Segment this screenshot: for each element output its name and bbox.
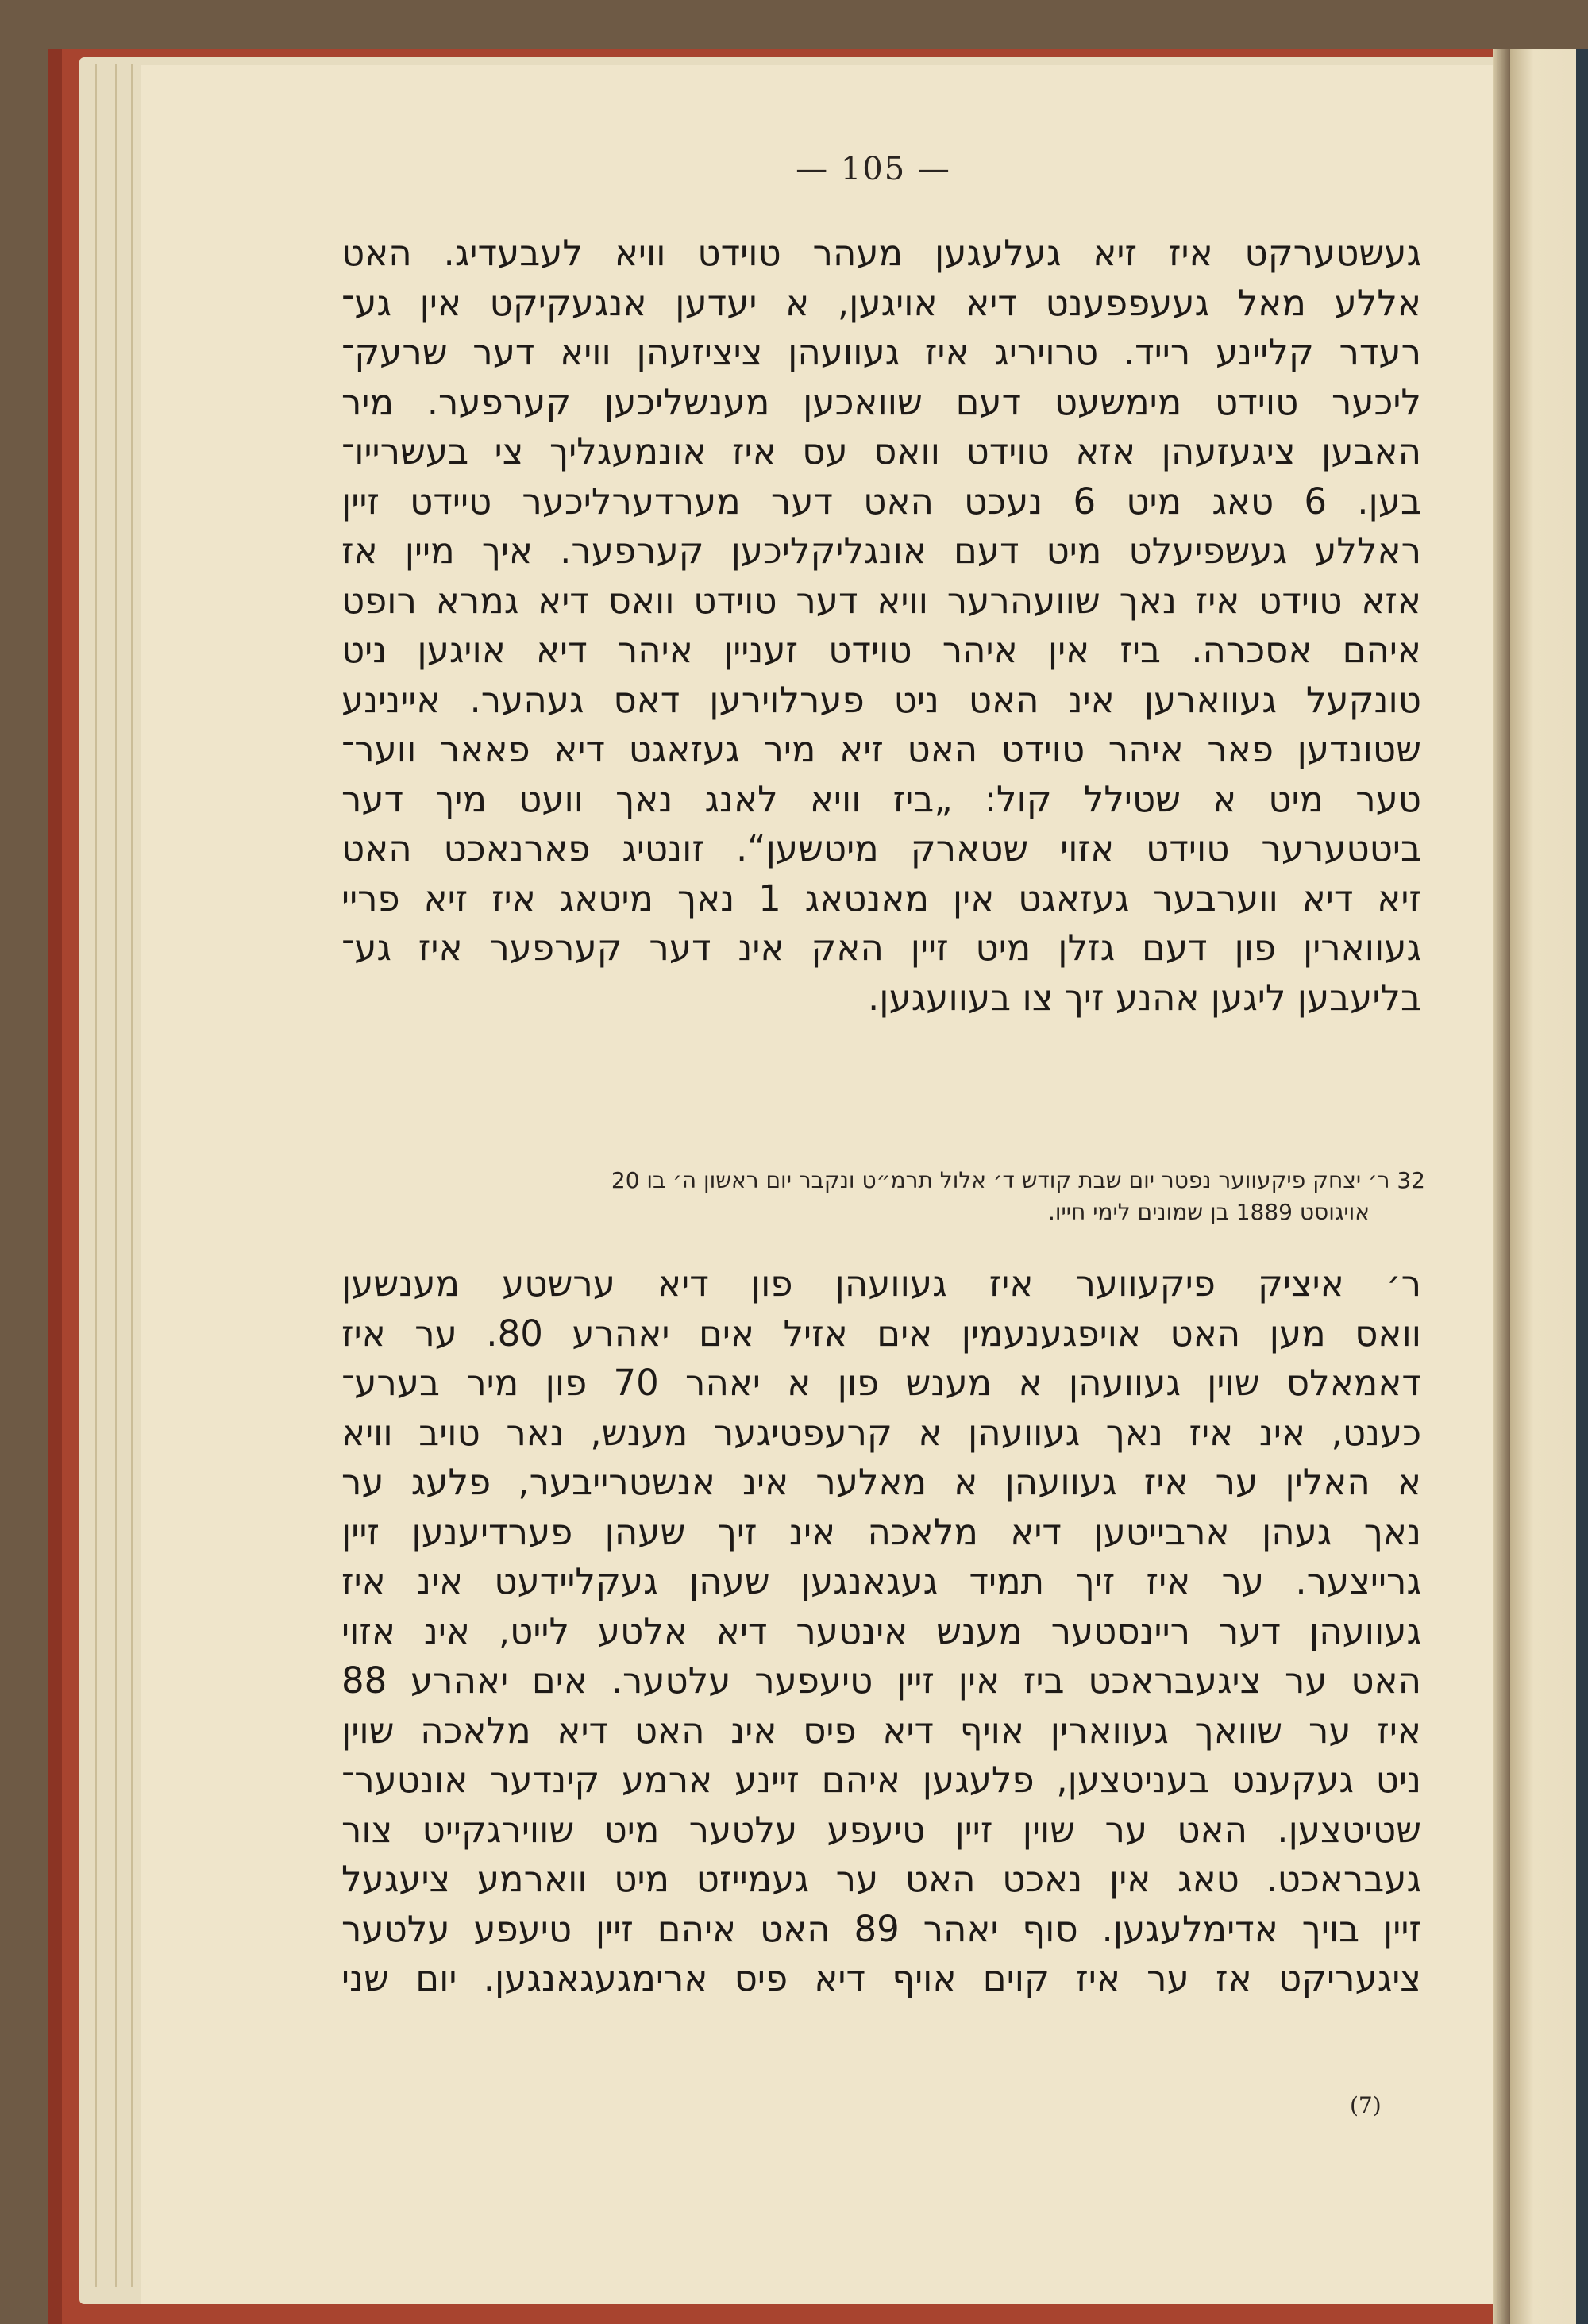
text-line: ראללע געשפיעלט מיט דעם אונגליקליכען קערפער. איך מיין אז: [341, 530, 1421, 572]
text-line: אללע מאל געעפפענט דיא אויגען, א יעדען אנגעקיקט אין גע־: [341, 281, 1421, 324]
text-line: איהם אסכרה. ביז אין איהר טוידט זעניין איהר דיא אויגען ניט: [341, 629, 1421, 671]
page-edge-line: [95, 64, 97, 2287]
paragraph-2: [341, 1259, 1421, 2004]
book-gutter: [1493, 49, 1510, 2324]
text-line: האבען ציגעזעהן אזא טוידט וואס עס איז אונמעגליך צי בעשרייו־: [341, 430, 1421, 472]
text-line: געווארין פון דעם גזלן מיט זיין האק אינ דער קערפער איז גע־: [341, 927, 1421, 969]
signature-mark: (7): [1350, 2092, 1382, 2118]
text-line: שטונדען פאר איהר טוידט האט זיא מיר געזאגט דיא פאאר ווער־: [341, 728, 1421, 770]
text-line: כענט, אינ איז נאך געוועהן א קרעפטיגער מענש, נאר טויב וויא: [341, 1411, 1421, 1454]
text-line: נאך געהן ארבייטען דיא מלאכה אינ זיך שעהן פערדיענען זיין: [341, 1510, 1421, 1553]
text-line: בליעבען ליגען אהנע זיך צו בעוועגען.: [868, 976, 1421, 1019]
text-line: זיא דיא ווערבער געזאגט אין מאנטאג 1 נאך מיטאג איז זיא פריי: [341, 877, 1421, 919]
facing-cover-edge: [1576, 49, 1588, 2324]
text-line: טער מיט א שטילל קול: „ביז וויא לאנג נאך וועט מיך דער: [341, 777, 1421, 820]
text-line: געבראכט. טאג אין נאכט האט ער געמייזט מיט ווארמע ציעגעל: [341, 1858, 1421, 1900]
text-line: ר׳ איציק פיקעווער איז געוועהן פון דיא ערשטע מענשען: [341, 1262, 1421, 1305]
book-cover-edge: [48, 49, 62, 2324]
text-line: געוועהן דער ריינסטער מענש אינטער דיא אלטע לייט, אינ אזוי: [341, 1609, 1421, 1652]
text-line: בען. 6 טאג מיט 6 נעכט האט דער מערדערליכער טיידט זיין: [341, 480, 1422, 522]
text-line: א האלין ער איז געוועהן א מאלער אינ אנשטרייבער, פלעג ער: [341, 1461, 1421, 1503]
footnote-line: 32 ר׳ יצחק פיקעווער נפטר יום שבת קודש ד׳ אלול תרמ״ט ונקבר יום ראשון ה׳ בו 20: [611, 1167, 1425, 1193]
page-number: — 105 —: [796, 151, 951, 187]
text-line: גרייצער. ער איז זיך תמיד געגאנגען שעהן געקליידעט אינ איז: [341, 1560, 1421, 1602]
page-edge-line: [115, 64, 117, 2287]
text-line: טונקעל געווארען אינ האט ניט פערלוירען דאס געהער. איינינע: [341, 678, 1421, 721]
text-line: ציגעריקט אז ער איז קוים אויף דיא פיס ארימגעגאנגען. יום שני: [341, 1957, 1421, 1999]
text-line: האט ער ציגעבראכט ביז אין זיין טיעפער עלטער. אים יאהרע 88: [341, 1659, 1421, 1702]
text-line: רעדר קליינע רייד. טרויריג איז געוועהן ציציזעהן וויא דער שרעק־: [341, 331, 1421, 373]
page-edge-line: [131, 64, 133, 2287]
text-line: ניט געקענט בעניטצען, פלעגען איהם זיינע ארמע קינדער אונטער־: [341, 1759, 1421, 1801]
text-line: דאמאלס שוין געוועהן א מענש פון א יאהר 70 פון מיר בערע־: [341, 1362, 1421, 1404]
paragraph-1: [341, 229, 1421, 1023]
text-line: וואס מען האט אויפגענעמין אים אזיל אים יאהרע 80. ער איז: [341, 1312, 1421, 1355]
text-line: שטיטצען. האט ער שוין זיין טיעפע עלטער מיט שווירגקייט צור: [341, 1808, 1421, 1851]
text-line: געשטערקט איז זיא געלעגען מעהר טוידט וויא לעבעדיג. האט: [341, 232, 1421, 274]
text-line: איז ער שוואך געווארין אויף דיא פיס אינ האט דיא מלאכה שוין: [341, 1709, 1421, 1752]
footnote: [353, 1165, 1425, 1228]
text-line: ליכער טוידט מימשעט דעם שוואכען מענשליכען קערפער. מיר: [341, 380, 1421, 423]
text-line: אזא טוידט איז נאך שוועהרער וויא דער טוידט וואס דיא גמרא רופט: [341, 579, 1421, 622]
footnote-line: אויגוסט 1889 בן שמונים לימי חייו.: [1047, 1199, 1370, 1225]
text-line: ביטטערער טוידט אזוי שטארק מיטשען“. זונטיג פארנאכט האט: [341, 827, 1421, 869]
text-line: זיין בויך אדימלעגען. סוף יאהר 89 האט איהם זיין טיעפע עלטער: [341, 1907, 1421, 1950]
